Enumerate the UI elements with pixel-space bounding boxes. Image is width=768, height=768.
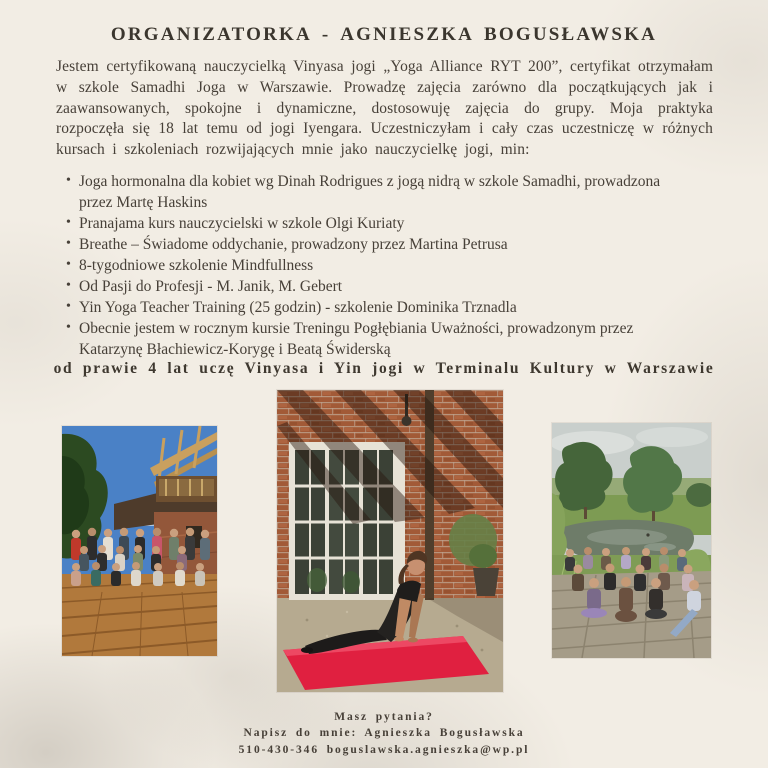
course-item: • Od Pasji do Profesji - M. Janik, M. Gebert [66, 276, 666, 297]
course-item: • Obecnie jestem w rocznym kursie Treningu Pogłębiania Uważności, prowadzonym przez Katarzynę Błachiewicz-Korygę i Beatą Świderską [66, 318, 666, 360]
course-item: • Breathe – Świadome oddychanie, prowadzony przez Martina Petrusa [66, 234, 666, 255]
photo-group-pond [552, 423, 711, 658]
footer-contact [0, 709, 768, 758]
group-pond-photo-graphic [552, 423, 711, 658]
highlight-line: od prawie 4 lat uczę Vinyasa i Yin jogi w Terminalu Kultury w Warszawie [53, 360, 715, 377]
group-deck-photo-graphic [62, 426, 217, 656]
course-item: • Pranajama kurs nauczycielski w szkole Olgi Kuriaty [66, 213, 666, 234]
photo-group-deck [62, 426, 217, 656]
photo-upward-dog [277, 390, 503, 692]
intro-paragraph: Jestem certyfikowaną nauczycielką Vinyasa jogi „Yoga Alliance RYT 200”, certyfikat otrzymałam w szkole Samadhi Joga w Warszawie. Prowadzę zajęcia zarówno dla początkujących jak i zaawansowanych, spokojne i dynamiczne, dostosowuję zajęcia do grupy. Moja praktyka rozpoczęła się 18 lat temu od jogi Iyengara. Uczestniczyłam i cały czas uczestniczę w różnych kursach i szkoleniach rozwijających mnie jako nauczycielkę jogi, min: [56, 58, 713, 159]
footer-phone-email: 510-430-346 boguslawska.agnieszka@wp.pl [238, 743, 530, 756]
page-title: ORGANIZATORKA - AGNIESZKA BOGUSŁAWSKA [110, 24, 658, 45]
upward-dog-photo-graphic [277, 390, 503, 692]
course-item: • Yin Yoga Teacher Training (25 godzin) - szkolenie Dominika Trznadla [66, 297, 666, 318]
course-item: • 8-tygodniowe szkolenie Mindfullness [66, 255, 666, 276]
courses-list [66, 171, 666, 360]
footer-contact-line: Napisz do mnie: Agnieszka Bogusławska [243, 727, 525, 740]
footer-question: Masz pytania? [334, 711, 434, 723]
course-item: • Joga hormonalna dla kobiet wg Dinah Rodrigues z jogą nidrą w szkole Samadhi, prowadzona przez Martę Haskins [66, 171, 666, 213]
